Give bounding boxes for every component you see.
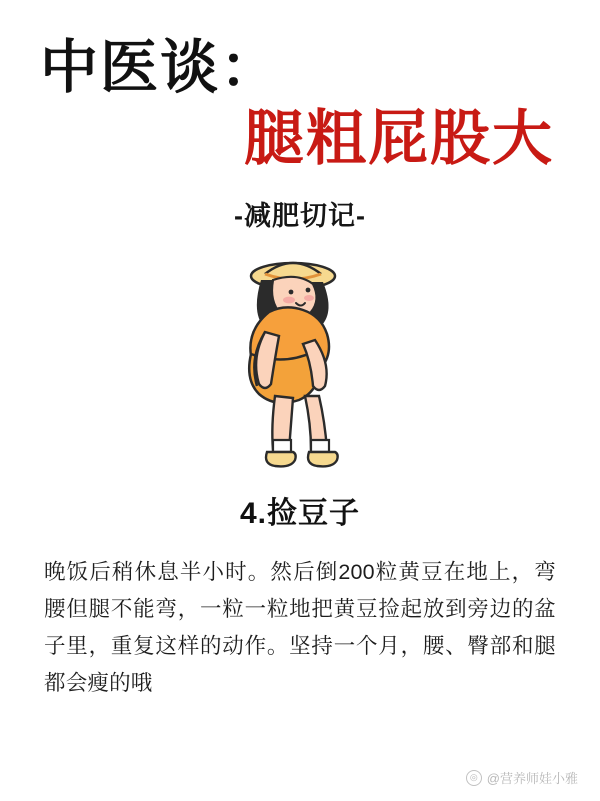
- step-title: 4.捡豆子: [239, 497, 361, 531]
- illustration-bending-girl: [0, 247, 600, 482]
- body-paragraph: 晚饭后稍休息半小时。然后倒200粒黄豆在地上，弯腰但腿不能弯，一粒一粒地把黄豆捡起放到旁边的盆子里，重复这样的动作。坚持一个月，腰、臀部和腿都会瘦的哦: [44, 560, 556, 695]
- page-subtitle: -减肥切记-: [234, 201, 366, 232]
- headline-block: [0, 0, 600, 233]
- page-title-highlight: 腿粗屁股大: [244, 104, 554, 172]
- page-title: 中医谈：: [40, 35, 281, 100]
- watermark: [466, 768, 578, 787]
- watermark-text: @营养师娃小雅: [486, 771, 578, 786]
- bending-girl-figure: [195, 250, 405, 480]
- watermark-badge-icon: ◎: [466, 770, 482, 786]
